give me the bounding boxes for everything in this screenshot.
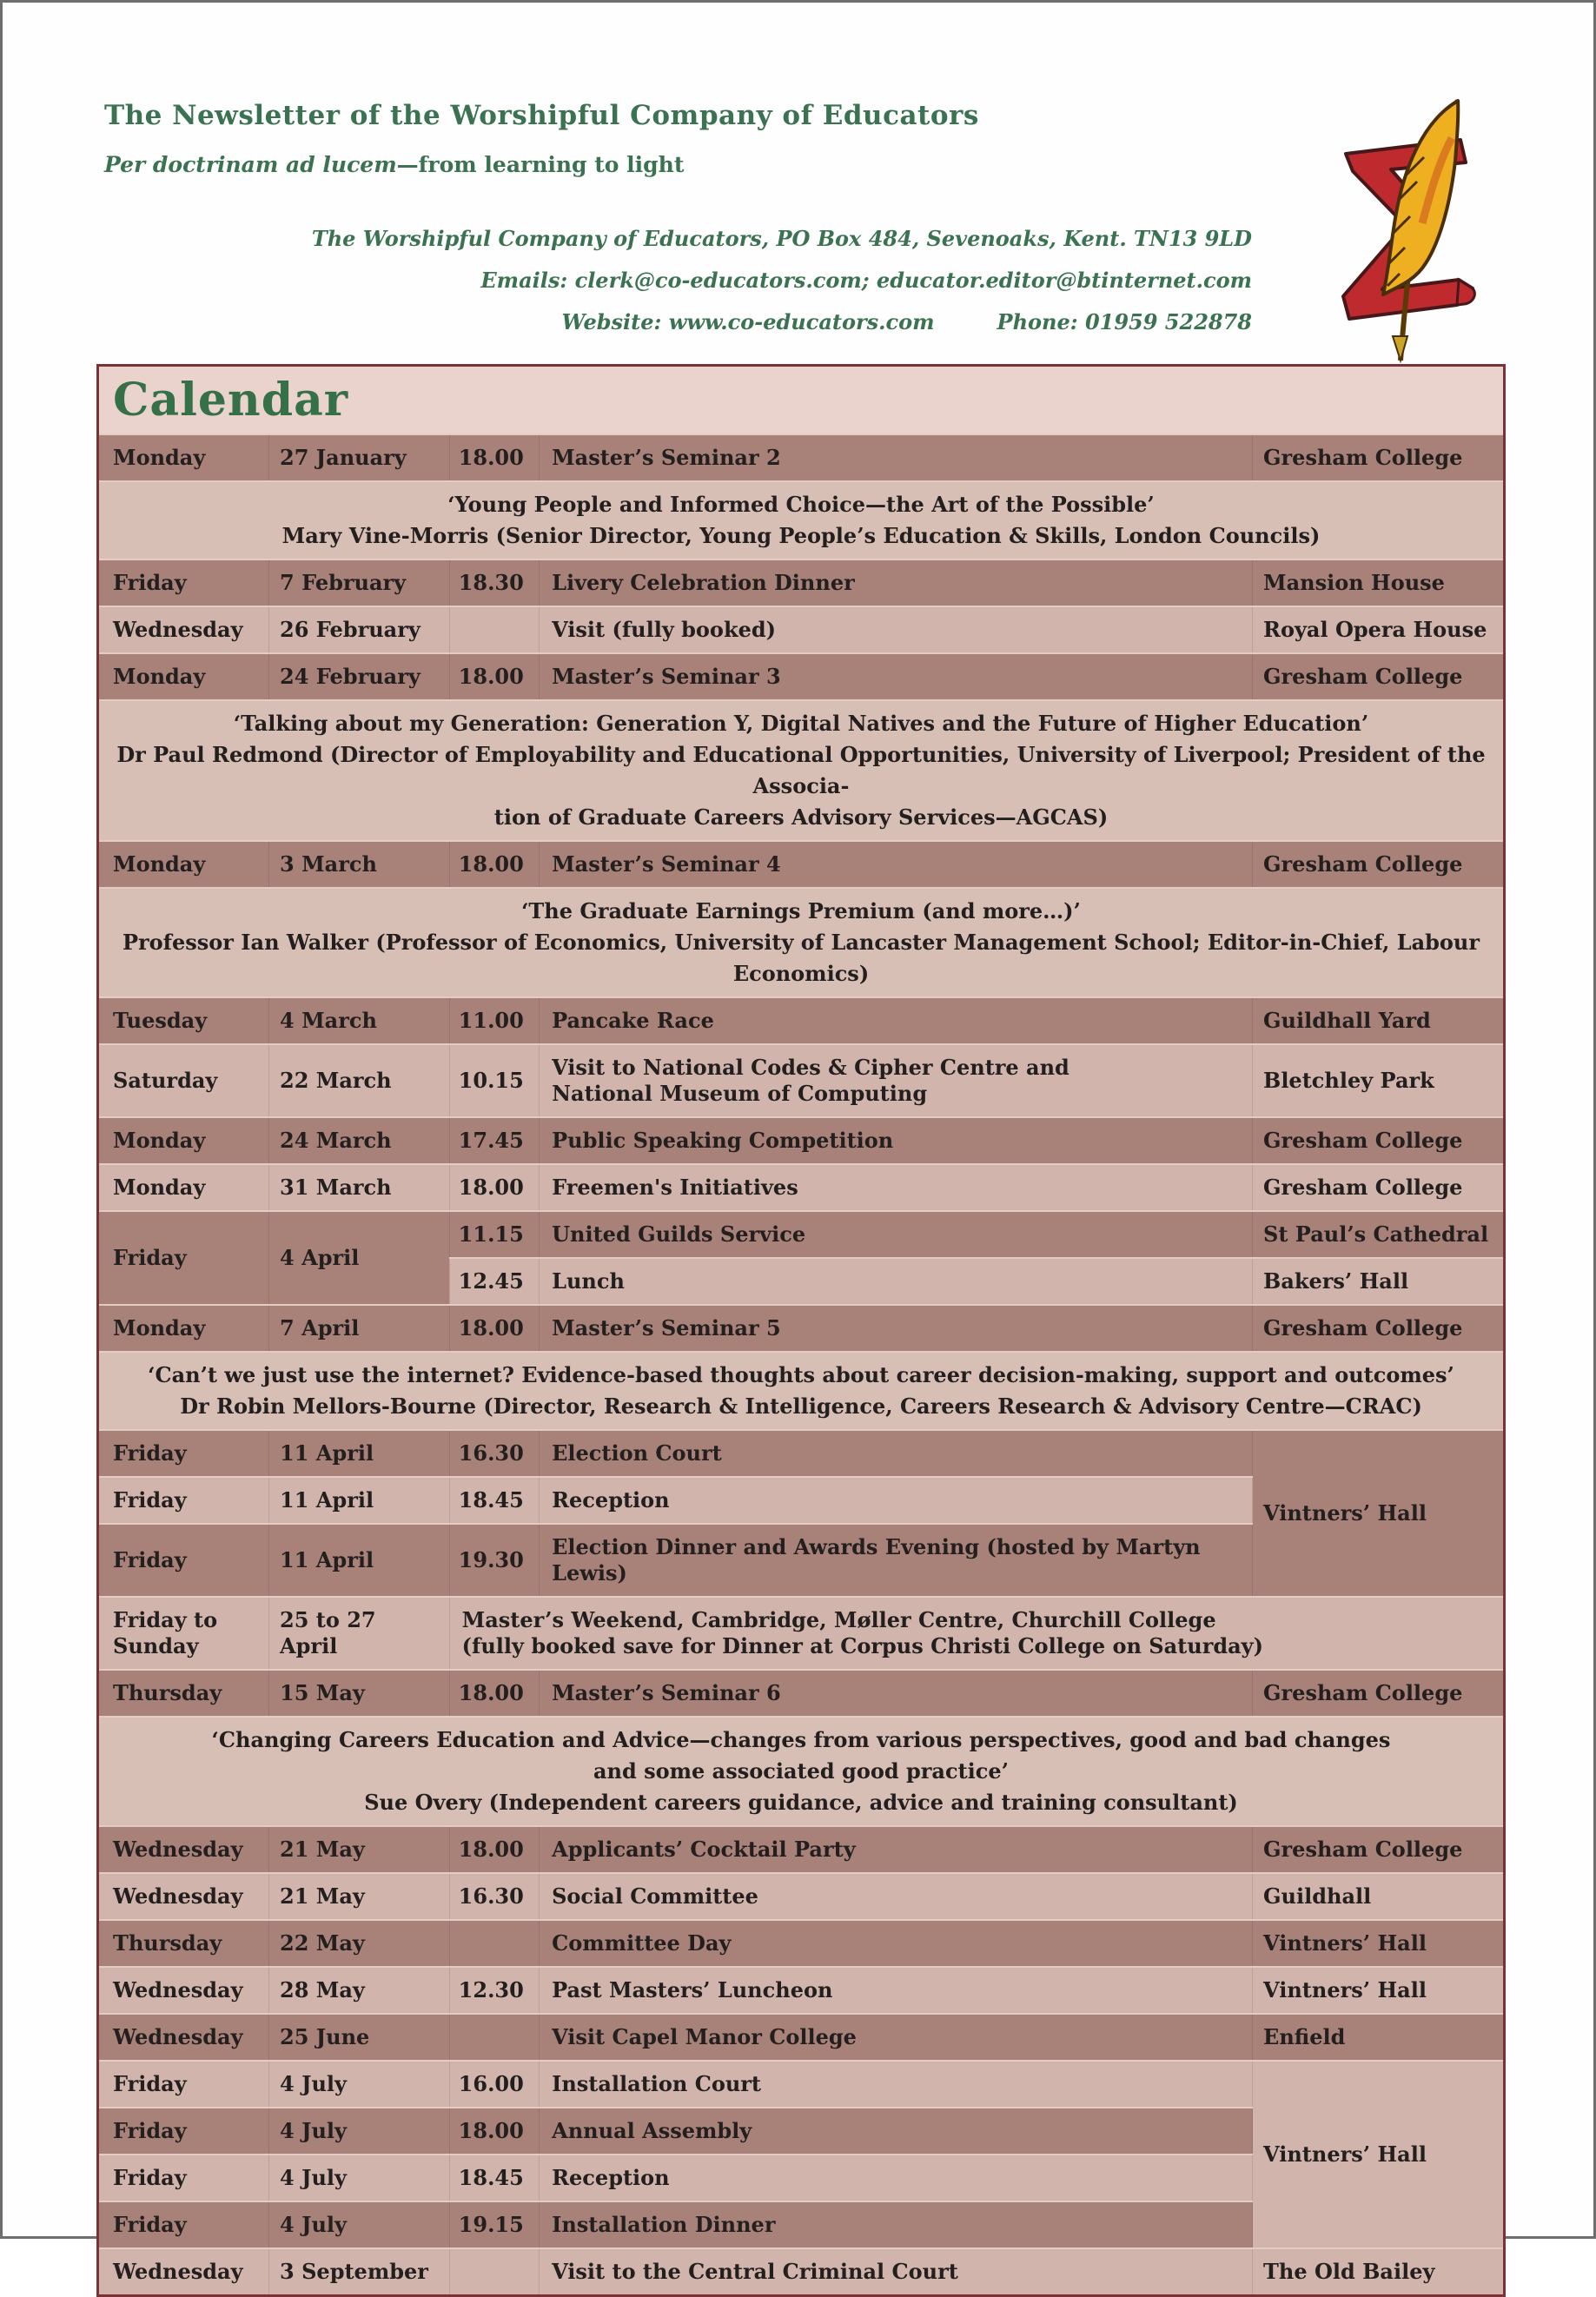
day-cell: Friday <box>99 1211 269 1305</box>
time-cell: 19.15 <box>449 2201 539 2248</box>
date-cell: 31 March <box>269 1164 450 1211</box>
calendar-description-row <box>99 1717 1503 1826</box>
calendar-event-row <box>99 606 1503 653</box>
event-cell: Reception <box>540 1477 1253 1524</box>
page-title: The Newsletter of the Worshipful Company of Educators <box>104 100 979 131</box>
calendar-event-row <box>99 434 1503 481</box>
quill-feather-icon <box>1383 101 1458 361</box>
time-cell <box>449 1920 539 1967</box>
day-cell: Thursday <box>99 1920 269 1967</box>
date-cell: 11 April <box>269 1524 450 1597</box>
description-cell: ‘Can’t we just use the internet? Evidence-based thoughts about career decision-making, support and outcomes’ Dr Robin Mellors-Bourne (Director, Research & Intelligence, Careers Research & Advisory Centre—CRAC) <box>99 1352 1503 1430</box>
calendar-table-body <box>99 434 1503 2294</box>
calendar-table <box>99 434 1503 2294</box>
location-cell: Gresham College <box>1253 841 1503 888</box>
calendar-event-row <box>99 2248 1503 2294</box>
location-cell: The Old Bailey <box>1253 2248 1503 2294</box>
location-cell: Mansion House <box>1253 559 1503 606</box>
time-cell: 18.45 <box>449 1477 539 1524</box>
time-cell: 16.30 <box>449 1430 539 1477</box>
day-cell: Wednesday <box>99 1873 269 1920</box>
description-cell: ‘The Graduate Earnings Premium (and more…)’ Professor Ian Walker (Professor of Economics, University of Lancaster Management School; Editor-in-Chief, Labour Economics) <box>99 888 1503 997</box>
time-cell: 12.30 <box>449 1967 539 2014</box>
date-cell: 25 to 27 April <box>269 1597 450 1670</box>
date-cell: 3 March <box>269 841 450 888</box>
day-cell: Friday to Sunday <box>99 1597 269 1670</box>
day-cell: Monday <box>99 841 269 888</box>
location-cell: Gresham College <box>1253 1826 1503 1873</box>
motto-latin: Per doctrinam ad lucem <box>104 152 397 177</box>
date-cell: 24 February <box>269 653 450 700</box>
event-cell: Master’s Seminar 5 <box>540 1305 1253 1352</box>
date-cell: 28 May <box>269 1967 450 2014</box>
event-cell: Master’s Seminar 4 <box>540 841 1253 888</box>
time-cell: 19.30 <box>449 1524 539 1597</box>
location-cell: Vintners’ Hall <box>1253 2061 1503 2248</box>
calendar-description-row <box>99 700 1503 841</box>
date-cell: 4 March <box>269 997 450 1044</box>
calendar-title: Calendar <box>113 374 349 427</box>
event-cell: Lunch <box>540 1258 1253 1305</box>
location-cell: Gresham College <box>1253 1305 1503 1352</box>
date-cell: 27 January <box>269 434 450 481</box>
calendar-event-row <box>99 1597 1503 1670</box>
day-cell: Friday <box>99 1477 269 1524</box>
date-cell: 26 February <box>269 606 450 653</box>
email-addresses: Emails: clerk@co-educators.com; educator.editor@btinternet.com <box>480 268 1252 293</box>
location-cell: Bakers’ Hall <box>1253 1258 1503 1305</box>
event-cell: Public Speaking Competition <box>540 1117 1253 1164</box>
event-cell: Freemen's Initiatives <box>540 1164 1253 1211</box>
calendar-event-row <box>99 653 1503 700</box>
date-cell: 7 April <box>269 1305 450 1352</box>
day-cell: Friday <box>99 2108 269 2155</box>
date-cell: 15 May <box>269 1670 450 1717</box>
location-cell: Gresham College <box>1253 1670 1503 1717</box>
calendar-description-row <box>99 888 1503 997</box>
day-cell: Thursday <box>99 1670 269 1717</box>
date-cell: 4 July <box>269 2061 450 2108</box>
event-cell: Master’s Seminar 6 <box>540 1670 1253 1717</box>
time-cell: 10.15 <box>449 1044 539 1117</box>
date-cell: 4 April <box>269 1211 450 1305</box>
event-cell: United Guilds Service <box>540 1211 1253 1258</box>
calendar-event-row <box>99 1164 1503 1211</box>
event-cell: Applicants’ Cocktail Party <box>540 1826 1253 1873</box>
time-cell: 18.00 <box>449 1164 539 1211</box>
calendar-event-row <box>99 841 1503 888</box>
day-cell: Wednesday <box>99 606 269 653</box>
address-block <box>312 218 1252 343</box>
day-cell: Friday <box>99 559 269 606</box>
day-cell: Wednesday <box>99 2248 269 2294</box>
day-cell: Friday <box>99 1430 269 1477</box>
event-cell: Election Court <box>540 1430 1253 1477</box>
time-cell: 18.00 <box>449 2108 539 2155</box>
postal-address: The Worshipful Company of Educators, PO Box 484, Sevenoaks, Kent. TN13 9LD <box>311 226 1252 251</box>
day-cell: Monday <box>99 1305 269 1352</box>
time-cell: 18.00 <box>449 1670 539 1717</box>
day-cell: Monday <box>99 1164 269 1211</box>
location-cell: Vintners’ Hall <box>1253 1967 1503 2014</box>
description-cell: ‘Talking about my Generation: Generation Y, Digital Natives and the Future of Higher Education’ Dr Paul Redmond (Director of Employability and Educational Opportunities, University of Liverpool; President of the Associa- tion of Graduate Careers Advisory Services—AGCAS) <box>99 700 1503 841</box>
time-cell <box>449 606 539 653</box>
description-cell: ‘Young People and Informed Choice—the Art of the Possible’ Mary Vine-Morris (Senior Director, Young People’s Education & Skills, London Councils) <box>99 481 1503 559</box>
time-cell: 16.30 <box>449 1873 539 1920</box>
time-cell: 18.00 <box>449 1305 539 1352</box>
location-cell: Gresham College <box>1253 1117 1503 1164</box>
time-cell <box>449 2014 539 2061</box>
event-cell: Past Masters’ Luncheon <box>540 1967 1253 2014</box>
sigma-quill-logo <box>1320 77 1498 368</box>
date-cell: 4 July <box>269 2201 450 2248</box>
date-cell: 22 March <box>269 1044 450 1117</box>
event-cell: Visit to National Codes & Cipher Centre and National Museum of Computing <box>540 1044 1253 1117</box>
event-cell: Pancake Race <box>540 997 1253 1044</box>
day-cell: Friday <box>99 2201 269 2248</box>
time-cell: 18.00 <box>449 653 539 700</box>
day-cell: Wednesday <box>99 1967 269 2014</box>
date-cell: 11 April <box>269 1430 450 1477</box>
time-cell: 16.00 <box>449 2061 539 2108</box>
time-cell: 18.00 <box>449 434 539 481</box>
location-cell: Enfield <box>1253 2014 1503 2061</box>
location-cell: Gresham College <box>1253 1164 1503 1211</box>
day-cell: Saturday <box>99 1044 269 1117</box>
calendar-event-row <box>99 1044 1503 1117</box>
day-cell: Monday <box>99 653 269 700</box>
date-cell: 21 May <box>269 1873 450 1920</box>
event-cell: Committee Day <box>540 1920 1253 1967</box>
day-cell: Monday <box>99 434 269 481</box>
date-cell: 25 June <box>269 2014 450 2061</box>
calendar-description-row <box>99 1352 1503 1430</box>
event-cell: Master’s Seminar 2 <box>540 434 1253 481</box>
date-cell: 3 September <box>269 2248 450 2294</box>
day-cell: Tuesday <box>99 997 269 1044</box>
date-cell: 4 July <box>269 2155 450 2201</box>
calendar-event-row <box>99 1211 1503 1258</box>
calendar-event-row <box>99 1967 1503 2014</box>
day-cell: Wednesday <box>99 1826 269 1873</box>
day-cell: Monday <box>99 1117 269 1164</box>
location-cell: Vintners’ Hall <box>1253 1920 1503 1967</box>
event-cell: Reception <box>540 2155 1253 2201</box>
calendar-event-row <box>99 2014 1503 2061</box>
calendar-event-row <box>99 1117 1503 1164</box>
event-cell: Master’s Weekend, Cambridge, Møller Centre, Churchill College (fully booked save for Dinner at Corpus Christi College on Saturday) <box>449 1597 1503 1670</box>
event-cell: Livery Celebration Dinner <box>540 559 1253 606</box>
location-cell: Gresham College <box>1253 434 1503 481</box>
time-cell: 18.30 <box>449 559 539 606</box>
event-cell: Visit Capel Manor College <box>540 2014 1253 2061</box>
location-cell: Guildhall <box>1253 1873 1503 1920</box>
time-cell: 11.15 <box>449 1211 539 1258</box>
website-phone-line <box>312 301 1252 343</box>
event-cell: Visit (fully booked) <box>540 606 1253 653</box>
calendar-event-row <box>99 1873 1503 1920</box>
event-cell: Master’s Seminar 3 <box>540 653 1253 700</box>
date-cell: 7 February <box>269 559 450 606</box>
website: Website: www.co-educators.com <box>561 309 935 334</box>
calendar-event-row <box>99 1305 1503 1352</box>
time-cell: 17.45 <box>449 1117 539 1164</box>
event-cell: Installation Dinner <box>540 2201 1253 2248</box>
calendar-event-row <box>99 2061 1503 2108</box>
event-cell: Annual Assembly <box>540 2108 1253 2155</box>
location-cell: Gresham College <box>1253 653 1503 700</box>
time-cell: 18.00 <box>449 841 539 888</box>
motto-translation: —from learning to light <box>396 152 685 177</box>
event-cell: Installation Court <box>540 2061 1253 2108</box>
location-cell: Vintners’ Hall <box>1253 1430 1503 1597</box>
date-cell: 24 March <box>269 1117 450 1164</box>
calendar-event-row <box>99 1430 1503 1477</box>
date-cell: 22 May <box>269 1920 450 1967</box>
phone: Phone: 01959 522878 <box>997 309 1252 334</box>
day-cell: Friday <box>99 2061 269 2108</box>
event-cell: Social Committee <box>540 1873 1253 1920</box>
day-cell: Wednesday <box>99 2014 269 2061</box>
date-cell: 21 May <box>269 1826 450 1873</box>
event-cell: Visit to the Central Criminal Court <box>540 2248 1253 2294</box>
date-cell: 4 July <box>269 2108 450 2155</box>
calendar-panel <box>96 364 1506 2297</box>
time-cell: 11.00 <box>449 997 539 1044</box>
time-cell <box>449 2248 539 2294</box>
calendar-event-row <box>99 559 1503 606</box>
time-cell: 18.45 <box>449 2155 539 2201</box>
calendar-description-row <box>99 481 1503 559</box>
time-cell: 12.45 <box>449 1258 539 1305</box>
time-cell: 18.00 <box>449 1826 539 1873</box>
location-cell: Royal Opera House <box>1253 606 1503 653</box>
calendar-event-row <box>99 1920 1503 1967</box>
calendar-event-row <box>99 997 1503 1044</box>
day-cell: Friday <box>99 1524 269 1597</box>
location-cell: St Paul’s Cathedral <box>1253 1211 1503 1258</box>
location-cell: Bletchley Park <box>1253 1044 1503 1117</box>
calendar-event-row <box>99 1670 1503 1717</box>
motto <box>104 152 684 177</box>
description-cell: ‘Changing Careers Education and Advice—changes from various perspectives, good and bad changes and some associated good practice’ Sue Overy (Independent careers guidance, advice and training consultant) <box>99 1717 1503 1826</box>
date-cell: 11 April <box>269 1477 450 1524</box>
day-cell: Friday <box>99 2155 269 2201</box>
calendar-event-row <box>99 1826 1503 1873</box>
location-cell: Guildhall Yard <box>1253 997 1503 1044</box>
event-cell: Election Dinner and Awards Evening (hosted by Martyn Lewis) <box>540 1524 1253 1597</box>
